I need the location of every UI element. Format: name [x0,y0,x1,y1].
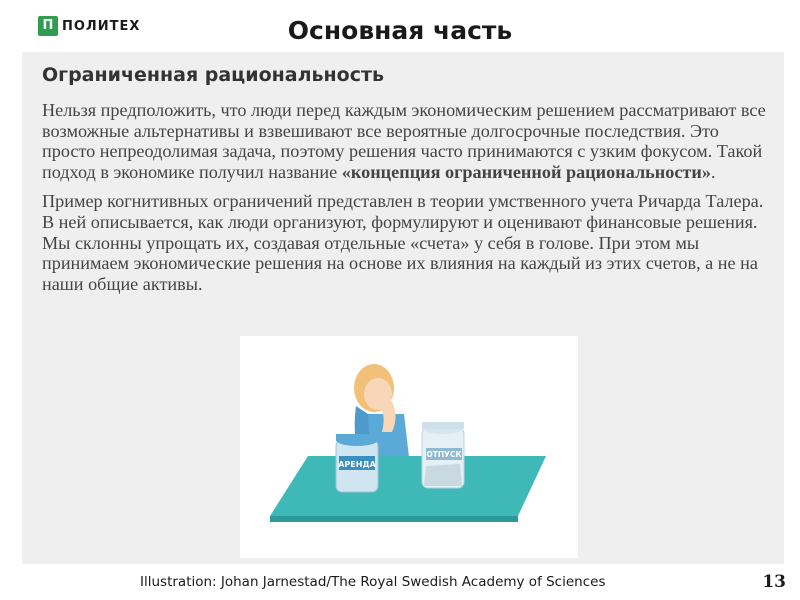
section-title: Ограниченная рациональность [42,64,384,86]
illustration [240,336,578,558]
page-number: 13 [762,572,786,592]
politech-logo-icon: П [38,16,58,36]
illustration-credit: Illustration: Johan Jarnestad/The Royal Swedish Academy of Sciences [140,574,606,590]
vacation-jar [422,422,464,488]
jar-left-label: АРЕНДА [338,460,376,469]
slide-title: Основная часть [287,16,513,45]
table-top [270,456,546,516]
rent-jar [336,434,378,492]
paragraph-1 [42,100,772,182]
slide-footer [0,564,800,600]
paragraph-1-end: . [710,161,716,182]
body-text [42,100,772,303]
slide-header [0,0,800,52]
content-panel [22,52,784,564]
paragraph-1-bold-term: «концепция ограниченной рациональности» [341,161,711,182]
logo-text: ПОЛИТЕХ [62,18,141,34]
jars-illustration [240,336,578,558]
table-edge [270,516,518,522]
paragraph-1-text: Нельзя предположить, что люди перед каждым экономическим решением рассматривают все возможные альтернативы и взвешивают все вероятные долгосрочные последствия. Это просто непреодолимая задача, поэтому решения часто принимаются с узким фокусом. Такой подход в экономике получил название [42,100,766,182]
paragraph-2: Пример когнитивных ограничений представлен в теории умственного учета Ричарда Талера. В ней описывается, как люди организуют, формулируют и оценивают финансовые решения. Мы склонны упрощать их, создавая отдельные «счета» у себя в голове. При этом мы принимаем экономические решения на основе их влияния на каждый из этих счетов, а не на наши общие активы. [42,191,764,294]
jar-right-label: ОТПУСК [426,450,462,459]
